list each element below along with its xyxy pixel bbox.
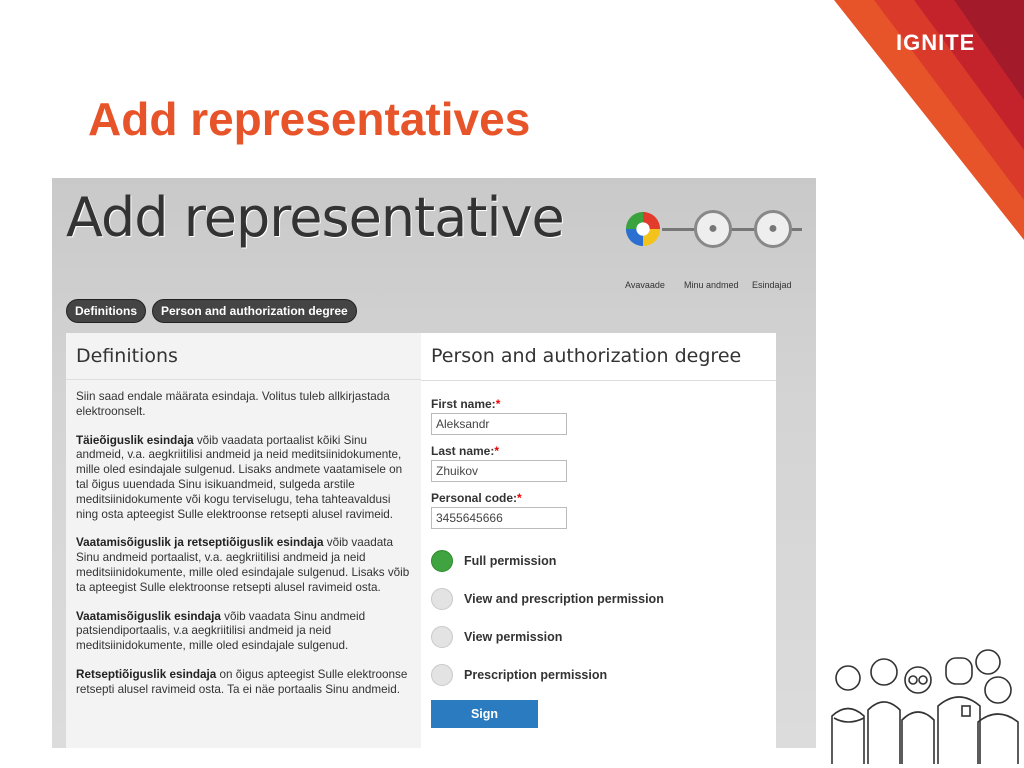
form-body	[421, 381, 776, 744]
form-heading: Person and authorization degree	[421, 333, 776, 381]
user-icon[interactable]: ●	[754, 210, 792, 248]
permission-option[interactable]	[431, 618, 766, 656]
definition-item	[76, 536, 411, 595]
definition-text: võib vaadata Sinu andmeid portaalist, v.a. aegkriitilisi andmeid ja neid meditsiinidokumente, mille oled esindajale sulgenud. Lisaks võib ta apteegist Sulle elektroonse retsepti alusel ravimeid osta.	[76, 536, 410, 594]
definition-item	[76, 668, 411, 698]
radio-button[interactable]	[431, 550, 453, 572]
sign-button[interactable]: Sign	[431, 700, 538, 728]
app-screenshot	[52, 178, 816, 748]
user-icon[interactable]: ●	[694, 210, 732, 248]
definition-term: Täieõiguslik esindaja	[76, 433, 194, 447]
permission-label: View and prescription permission	[464, 592, 664, 606]
ignite-logo: IGNITE	[896, 30, 976, 55]
people-illustration	[828, 646, 1024, 764]
last-name-input[interactable]	[431, 460, 567, 482]
definition-item	[76, 610, 411, 654]
permission-option[interactable]	[431, 580, 766, 618]
first-name-input[interactable]	[431, 413, 567, 435]
last-name-label: Last name:*	[431, 444, 500, 458]
first-name-label: First name:*	[431, 397, 501, 411]
definitions-heading: Definitions	[66, 333, 421, 380]
permission-label: Full permission	[464, 554, 557, 568]
slide-title: Add representatives	[88, 93, 531, 145]
definition-text: võib vaadata Sinu andmeid patsiendiportaalis, v.a aegkriitilisi andmeid ja neid meditsiinidokumente, mille oled esindajale sulgenud.	[76, 609, 366, 653]
tab-person-authorization[interactable]: Person and authorization degree	[152, 299, 357, 323]
permission-option[interactable]	[431, 656, 766, 694]
personal-code-input[interactable]	[431, 507, 567, 529]
step-label[interactable]: Minu andmed	[684, 280, 739, 290]
radio-button[interactable]	[431, 588, 453, 610]
definition-item	[76, 434, 411, 523]
portal-logo-icon[interactable]	[624, 210, 662, 248]
radio-button[interactable]	[431, 664, 453, 686]
definitions-panel	[66, 333, 421, 748]
radio-button[interactable]	[431, 626, 453, 648]
tab-definitions[interactable]: Definitions	[66, 299, 146, 323]
permission-option[interactable]	[431, 542, 766, 580]
definitions-intro: Siin saad endale määrata esindaja. Volitus tuleb allkirjastada elektroonselt.	[76, 390, 390, 418]
definition-term: Vaatamisõiguslik ja retseptiõiguslik esindaja	[76, 536, 324, 550]
definition-text: võib vaadata portaalist kõiki Sinu andmeid, v.a. aegkriitilisi andmeid ja neid meditsiinidokumente, mille oled esindajale sulgenud. Lisaks andmete vaatamisele on tal õigus uuendada Sinu isikuandmeid, sulgeda arstile meditsiinidokumente või kogu terviselugu, teha tahteavaldusi ning osta apteegist Sulle elektroonse retsepti alusel ravimeid.	[76, 433, 403, 521]
progress-steps	[622, 204, 812, 290]
authorization-form-panel	[421, 333, 776, 748]
permission-label: Prescription permission	[464, 668, 608, 682]
definition-text: on õigus apteegist Sulle elektroonse retsepti alusel ravimeid osta. Ta ei näe portaalis Sinu andmeid.	[76, 667, 408, 696]
section-tabs	[66, 299, 357, 323]
step-label[interactable]: Avavaade	[625, 280, 665, 290]
personal-code-label: Personal code:*	[431, 491, 522, 505]
permission-label: View permission	[464, 630, 563, 644]
definitions-body	[66, 380, 421, 722]
page-title: Add representative	[66, 186, 564, 249]
definition-term: Vaatamisõiguslik esindaja	[76, 609, 221, 623]
step-label[interactable]: Esindajad	[752, 280, 792, 290]
definition-term: Retseptiõiguslik esindaja	[76, 667, 217, 681]
